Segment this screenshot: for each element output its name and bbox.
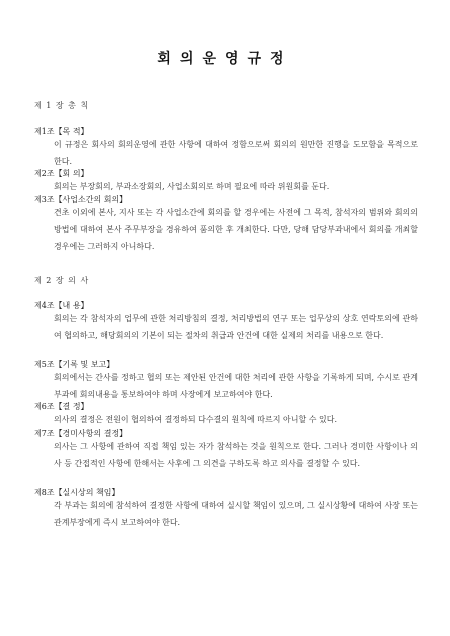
article-6-body: 의사의 결정은 전원이 협의하여 결정하되 다수결의 원칙에 따르지 아니할 수 있다.: [54, 415, 337, 424]
article-5-body: 회의에서는 간사를 정하고 협의 또는 제안된 안건에 대한 처리에 관한 사항을 기록하게 되며, 수시로 관계부과에 회의내용을 통보하여야 하며 사장에게 보고하여야 한다.: [54, 373, 418, 399]
article-4-body: 회의는 각 참석자의 업무에 관한 처리방침의 결정, 처리방법의 연구 또는 업무상의 상호 연락토의에 관하여 협의하고, 해당회의의 기본이 되는 절차의 취급과 안건에 대한 실제의 처리를 내용으로 한다.: [54, 314, 418, 340]
article-3-heading: 제3조【사업소간의 회의】: [34, 195, 128, 204]
article-4-heading: 제4조【내 용】: [34, 301, 89, 310]
article-2-body: 회의는 부장회의, 부과소장회의, 사업소회의로 하며 필요에 따라 위원회를 둔다.: [54, 182, 330, 191]
article-8-body: 각 부과는 회의에 참석하여 결정한 사항에 대하여 실시할 책임이 있으며, 그 실시상황에 대하여 사장 또는 관계부장에게 즉시 보고하여야 한다.: [54, 501, 418, 527]
chapter-1-heading: 제 1 장 총 칙: [34, 101, 90, 110]
chapter-2-heading: 제 2 장 의 사: [34, 276, 90, 285]
article-7-body: 의사는 그 사항에 관하여 직접 책임 있는 자가 참석하는 것을 원칙으로 한다. 그러나 경미한 사항이나 의사 등 간접적인 사항에 한해서는 사후에 그 의견을 구하도록 하고 의사를 결정할 수 있다.: [54, 442, 418, 468]
article-5-heading: 제5조【기록 및 보고】: [34, 360, 115, 369]
article-1-heading: 제1조【목 적】: [34, 127, 89, 136]
article-1-body: 이 규정은 회사의 회의운영에 관한 사항에 대하여 정함으로써 회의의 원만한 진행을 도모함을 목적으로 한다.: [54, 140, 418, 166]
article-6-heading: 제6조【결 정】: [34, 402, 89, 411]
document-title: 회의운영규정: [157, 51, 293, 67]
article-8-heading: 제8조【실시상의 책임】: [34, 488, 120, 497]
article-2-heading: 제2조【회 의】: [34, 169, 89, 178]
article-3-body: 견초 이외에 본사, 지사 또는 각 사업소간에 회의를 할 경우에는 사전에 그 목적, 참석자의 범위와 회의의 방법에 대하여 본사 주무부장을 경유하여 품의한 후 개최한다. 다만, 당해 담당부과내에서 회의를 개최할 경우에는 그러하지 아니하다.: [54, 208, 418, 251]
article-7-heading: 제7조【경미사항의 결정】: [34, 429, 128, 438]
